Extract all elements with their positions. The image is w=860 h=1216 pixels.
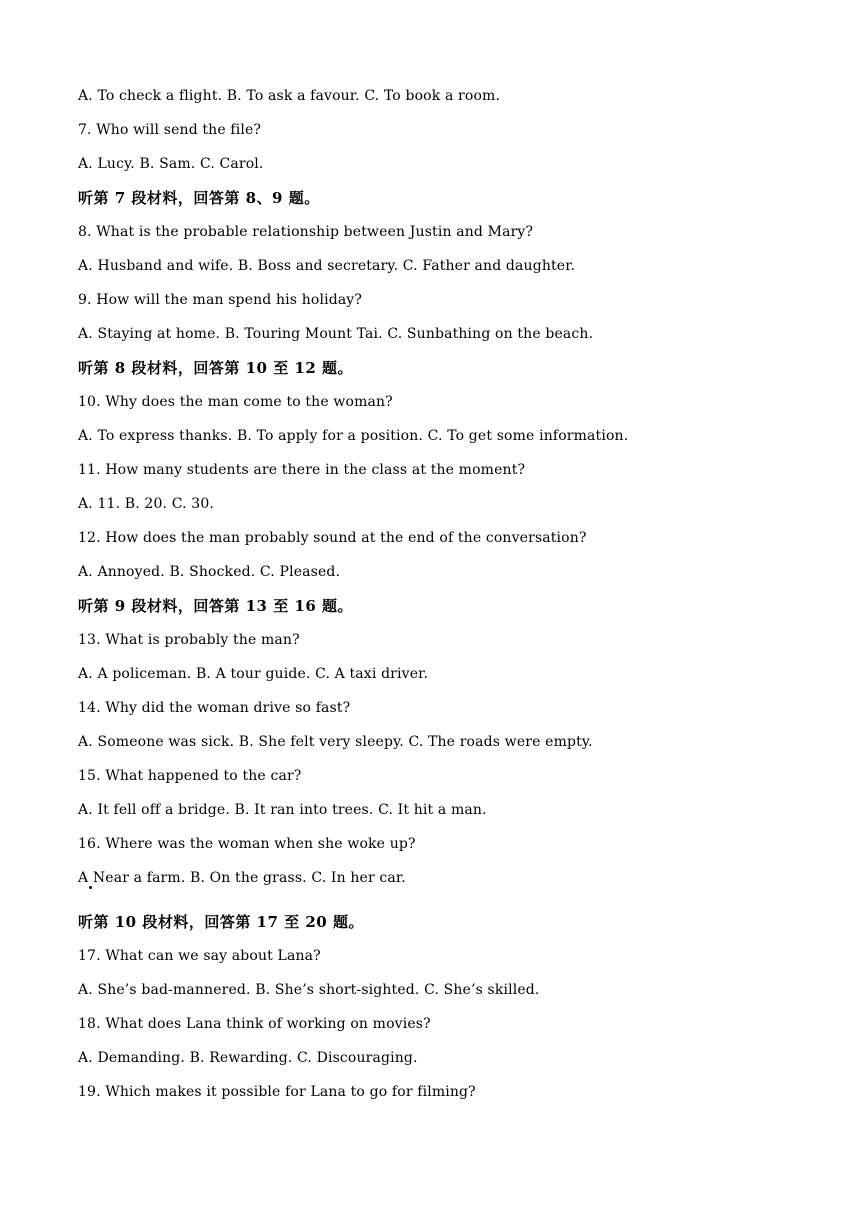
question-line: 11. How many students are there in the class at the moment? <box>78 462 526 478</box>
answer-options-line: A. Lucy. B. Sam. C. Carol. <box>78 156 264 172</box>
question-line: 13. What is probably the man? <box>78 632 300 648</box>
document-page <box>78 82 838 1112</box>
question-line: 10. Why does the man come to the woman? <box>78 394 393 410</box>
question-line: 9. How will the man spend his holiday? <box>78 292 363 308</box>
answer-options-line: A Near a farm. B. On the grass. C. In her car. <box>78 870 406 886</box>
answer-options-line: A. 11. B. 20. C. 30. <box>78 496 215 512</box>
question-line: 16. Where was the woman when she woke up? <box>78 836 416 852</box>
section-heading: 听第 7 段材料，回答第 8、9 题。 <box>78 189 320 207</box>
section-heading: 听第 10 段材料，回答第 17 至 20 题。 <box>78 913 364 931</box>
stray-dot-mark <box>89 886 92 889</box>
answer-options-line: A. To check a flight. B. To ask a favour. C. To book a room. <box>78 88 501 104</box>
answer-options-line: A. She’s bad-mannered. B. She’s short-sighted. C. She’s skilled. <box>78 982 540 998</box>
answer-options-line: A. Demanding. B. Rewarding. C. Discouraging. <box>78 1050 418 1066</box>
question-line: 17. What can we say about Lana? <box>78 948 321 964</box>
answer-options-line: A. To express thanks. B. To apply for a position. C. To get some information. <box>78 428 629 444</box>
answer-options-line: A. It fell off a bridge. B. It ran into trees. C. It hit a man. <box>78 802 487 818</box>
question-line: 12. How does the man probably sound at the end of the conversation? <box>78 530 587 546</box>
question-line: 8. What is the probable relationship between Justin and Mary? <box>78 224 534 240</box>
answer-options-line: A. A policeman. B. A tour guide. C. A taxi driver. <box>78 666 429 682</box>
question-line: 7. Who will send the file? <box>78 122 262 138</box>
answer-options-line: A. Staying at home. B. Touring Mount Tai. C. Sunbathing on the beach. <box>78 326 594 342</box>
answer-options-line: A. Husband and wife. B. Boss and secretary. C. Father and daughter. <box>78 258 576 274</box>
question-line: 19. Which makes it possible for Lana to go for filming? <box>78 1084 476 1100</box>
question-line: 15. What happened to the car? <box>78 768 302 784</box>
section-heading: 听第 9 段材料，回答第 13 至 16 题。 <box>78 597 354 615</box>
answer-options-line: A. Annoyed. B. Shocked. C. Pleased. <box>78 564 341 580</box>
question-line: 14. Why did the woman drive so fast? <box>78 700 351 716</box>
section-heading: 听第 8 段材料，回答第 10 至 12 题。 <box>78 359 354 377</box>
question-line: 18. What does Lana think of working on movies? <box>78 1016 431 1032</box>
answer-options-line: A. Someone was sick. B. She felt very sleepy. C. The roads were empty. <box>78 734 593 750</box>
